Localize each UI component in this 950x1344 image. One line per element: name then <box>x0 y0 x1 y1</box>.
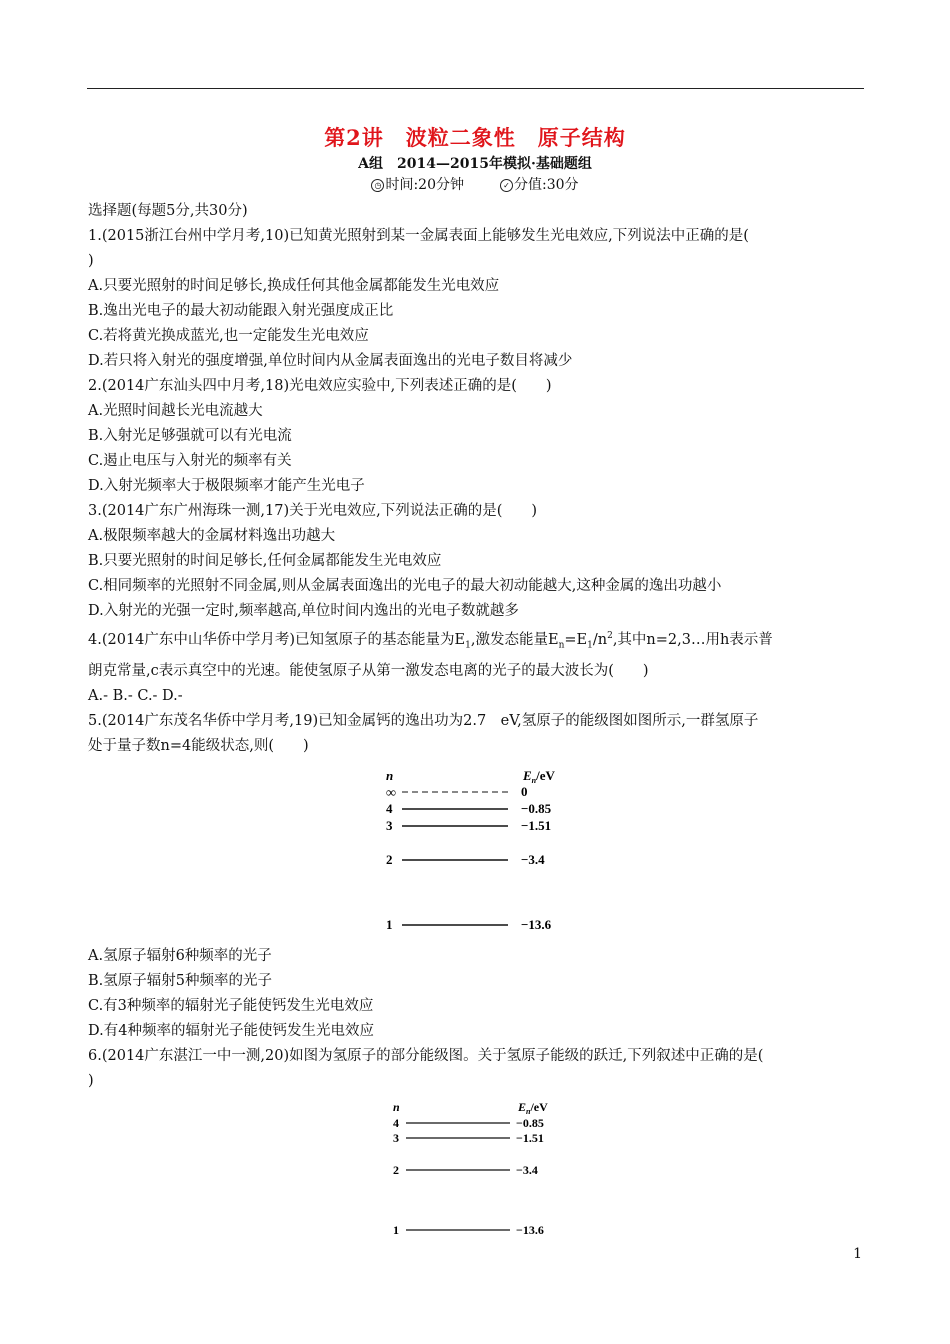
diagram2-n-3: 3 <box>393 1130 399 1145</box>
q3-option-b: B.只要光照射的时间足够长,任何金属都能发生光电效应 <box>88 553 442 569</box>
energy-level-diagram-1 <box>383 761 583 941</box>
diagram2-e-3: −1.51 <box>516 1130 544 1145</box>
diagram2-n-1: 1 <box>393 1222 399 1237</box>
score-label: 分值:30分 <box>514 177 579 193</box>
q1-stem: 1.(2015浙江台州中学月考,10)已知黄光照射到某一金属表面上能够发生光电效应,下列说法中正确的是( <box>88 228 749 244</box>
diagram1-n-inf: ∞ <box>386 785 396 801</box>
q3-stem: 3.(2014广东广州海珠一测,17)关于光电效应,下列说法正确的是( ) <box>88 503 538 519</box>
question-list <box>88 199 863 1244</box>
page-number: 1 <box>853 1246 862 1262</box>
q1-stem-cont: ) <box>88 253 94 269</box>
q6-stem-cont: ) <box>88 1072 94 1089</box>
diagram1-e-2: −3.4 <box>521 851 545 867</box>
energy-level-diagram-1-wrap <box>88 759 863 944</box>
diagram1-e-header: $E_n/eV$ <box>523 767 555 785</box>
q2-option-a: A.光照时间越长光电流越大 <box>88 403 263 419</box>
q2-option-b: B.入射光足够强就可以有光电流 <box>88 428 292 444</box>
q4-options: A.- B.- C.- D.- <box>88 687 183 704</box>
header-rule <box>87 88 864 89</box>
q3-option-c: C.相同频率的光照射不同金属,则从金属表面逸出的光电子的最大初动能越大,这种金属的逸出功越小 <box>88 578 722 594</box>
q2-option-d: D.入射光频率大于极限频率才能产生光电子 <box>88 478 365 494</box>
q3-option-a: A.极限频率越大的金属材料逸出功越大 <box>88 528 336 544</box>
q4-stem: 4.(2014广东中山华侨中学月考)已知氢原子的基态能量为$E_1$,激发态能量$E_n=E_1/n^2$,其中n=2,3…用h表示普 <box>88 631 773 651</box>
page-title: 第2讲 波粒二象性 原子结构 <box>324 125 626 150</box>
diagram2-e-4: −0.85 <box>516 1115 544 1130</box>
energy-level-diagram-2 <box>390 1094 580 1240</box>
diagram1-n-3: 3 <box>386 817 393 833</box>
diagram2-n-header: n <box>393 1099 400 1114</box>
diagram2-e-header: $E_n/eV$ <box>518 1099 548 1116</box>
diagram2-n-2: 2 <box>393 1162 399 1177</box>
clock-icon: ◷ <box>371 179 384 192</box>
diagram1-n-1: 1 <box>386 916 393 932</box>
diagram1-e-1: −13.6 <box>521 916 552 932</box>
q5-stem-cont: 处于量子数n=4能级状态,则( ) <box>88 737 309 754</box>
q5-option-b: B.氢原子辐射5种频率的光子 <box>88 972 272 989</box>
exam-meta <box>0 174 950 194</box>
q4-stem-cont: 朗克常量,c表示真空中的光速。能使氢原子从第一激发态电离的光子的最大波长为( ) <box>88 662 649 679</box>
q1-option-c: C.若将黄光换成蓝光,也一定能发生光电效应 <box>88 328 369 344</box>
q5-stem: 5.(2014广东茂名华侨中学月考,19)已知金属钙的逸出功为2.7 eV,氢原子的能级图如图所示,一群氢原子 <box>88 712 759 729</box>
q1-option-b: B.逸出光电子的最大初动能跟入射光强度成正比 <box>88 303 394 319</box>
q5-option-c: C.有3种频率的辐射光子能使钙发生光电效应 <box>88 997 374 1014</box>
q6-stem: 6.(2014广东湛江一中一测,20)如图为氢原子的部分能级图。关于氢原子能级的跃迁,下列叙述中正确的是( <box>88 1047 764 1064</box>
diagram2-n-4: 4 <box>393 1115 399 1130</box>
diagram2-e-1: −13.6 <box>516 1222 544 1237</box>
energy-level-diagram-2-wrap <box>88 1094 863 1244</box>
check-icon: ✓ <box>500 179 513 192</box>
diagram1-n-header: n <box>386 767 394 783</box>
diagram1-e-inf: 0 <box>521 783 528 799</box>
diagram1-e-3: −1.51 <box>521 817 552 833</box>
q3-option-d: D.入射光的光强一定时,频率越高,单位时间内逸出的光电子数就越多 <box>88 603 519 619</box>
section-subtitle: A组 2014—2015年模拟·基础题组 <box>358 156 592 172</box>
diagram1-n-2: 2 <box>386 851 393 867</box>
q2-option-c: C.遏止电压与入射光的频率有关 <box>88 453 292 469</box>
q5-option-a: A.氢原子辐射6种频率的光子 <box>88 947 272 964</box>
q5-option-d: D.有4种频率的辐射光子能使钙发生光电效应 <box>88 1022 374 1039</box>
q1-option-a: A.只要光照射的时间足够长,换成任何其他金属都能发生光电效应 <box>88 278 500 294</box>
diagram1-n-4: 4 <box>386 800 393 816</box>
diagram2-e-2: −3.4 <box>516 1162 538 1177</box>
diagram1-e-4: −0.85 <box>521 800 552 816</box>
q2-stem: 2.(2014广东汕头四中月考,18)光电效应实验中,下列表述正确的是( ) <box>88 378 552 394</box>
section-heading: 选择题(每题5分,共30分) <box>88 203 248 219</box>
q1-option-d: D.若只将入射光的强度增强,单位时间内从金属表面逸出的光电子数目将减少 <box>88 353 573 369</box>
time-label: 时间:20分钟 <box>385 177 464 193</box>
